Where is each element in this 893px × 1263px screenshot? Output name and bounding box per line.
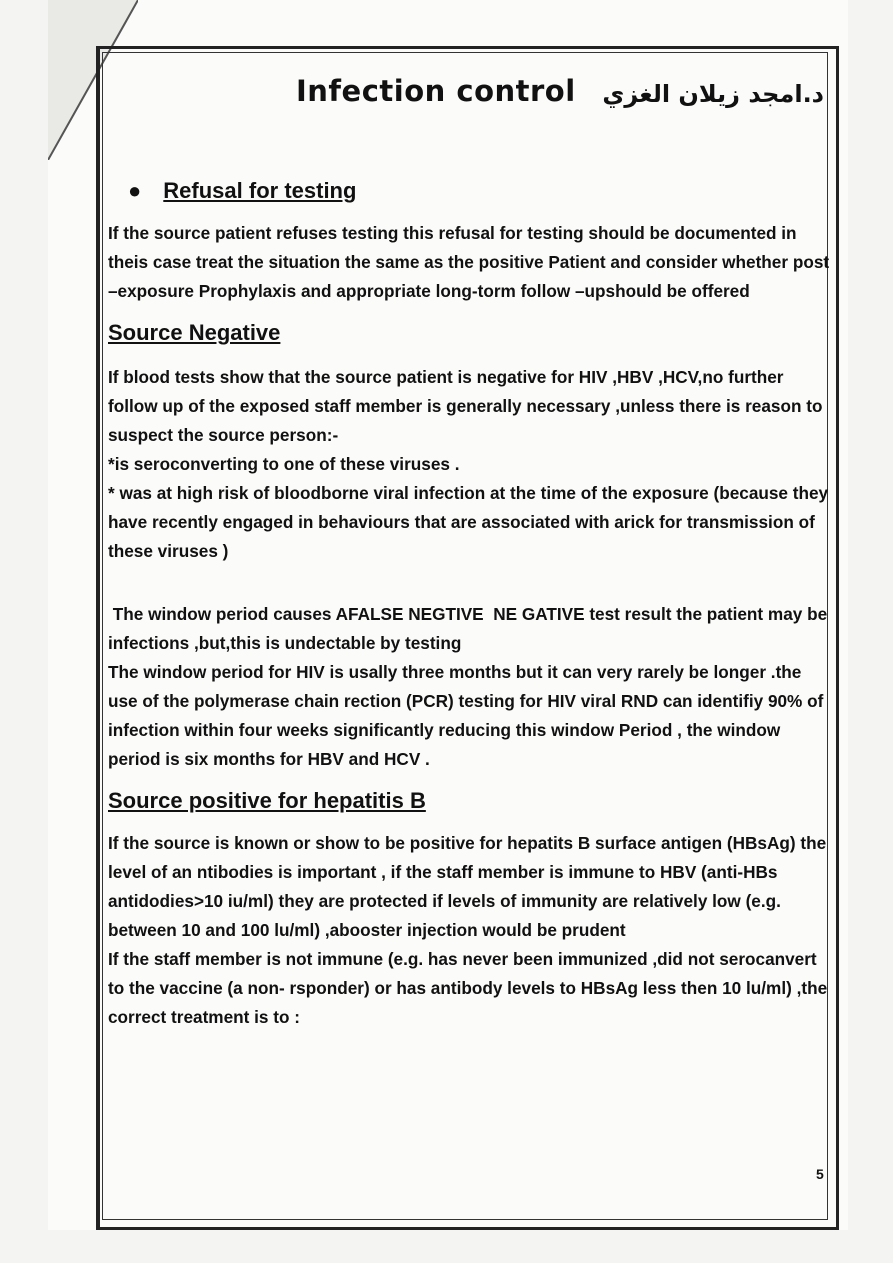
bullet-icon: ● — [128, 178, 142, 203]
paragraph: If blood tests show that the source patient is negative for HIV ,HBV ,HCV,no further follow up of the exposed staff member is generally necessary ,unless there is reason to suspect the source person:- — [108, 367, 823, 445]
document-title: Infection control — [296, 74, 576, 108]
author-name: د.امجد زيلان الغزي — [602, 80, 824, 108]
page-header — [296, 74, 826, 120]
section-heading-refusal — [128, 176, 832, 205]
paragraph: If the staff member is not immune (e.g. has never been immunized ,did not serocanvert to the vaccine (a non- rsponder) or has antibody levels to HBsAg less then 10 lu/ml) ,the correct treatment is to : — [108, 949, 828, 1027]
section-heading-hepatitis-b: Source positive for hepatitis B — [108, 788, 426, 813]
paragraph: The window period causes AFALSE NEGTIVE NE GATIVE test result the patient may be infections ,but,this is undectable by testing — [108, 604, 832, 653]
paragraph: * was at high risk of bloodborne viral infection at the time of the exposure (because they have recently engaged in behaviours that are associated with arick for transmission of these viruses ) — [108, 483, 829, 561]
paragraph: *is seroconverting to one of these viruses . — [108, 454, 460, 474]
page-number: 5 — [816, 1166, 824, 1182]
page-content — [108, 176, 832, 1032]
paragraph: If the source patient refuses testing this refusal for testing should be documented in theis case treat the situation the same as the positive Patient and consider whether post –exposure Prophylaxis and appropriate long-torm follow –upshould be offered — [108, 223, 830, 301]
paragraph: The window period for HIV is usally three months but it can very rarely be longer .the use of the polymerase chain rection (PCR) testing for HIV viral RND can identifiy 90% of infection within four weeks significantly reducing this window Period , the window period is six months for HBV and HCV . — [108, 662, 824, 769]
section-heading-label: Refusal for testing — [163, 178, 357, 203]
paragraph: If the source is known or show to be positive for hepatits B surface antigen (HBsAg) the level of an ntibodies is important , if the staff member is immune to HBV (anti-HBs antidodies>10 iu/ml) they are protected if levels of immunity are relatively low (e.g. between 10 and 100 lu/ml) ,abooster injection would be prudent — [108, 833, 827, 940]
section-heading-source-negative: Source Negative — [108, 320, 281, 345]
